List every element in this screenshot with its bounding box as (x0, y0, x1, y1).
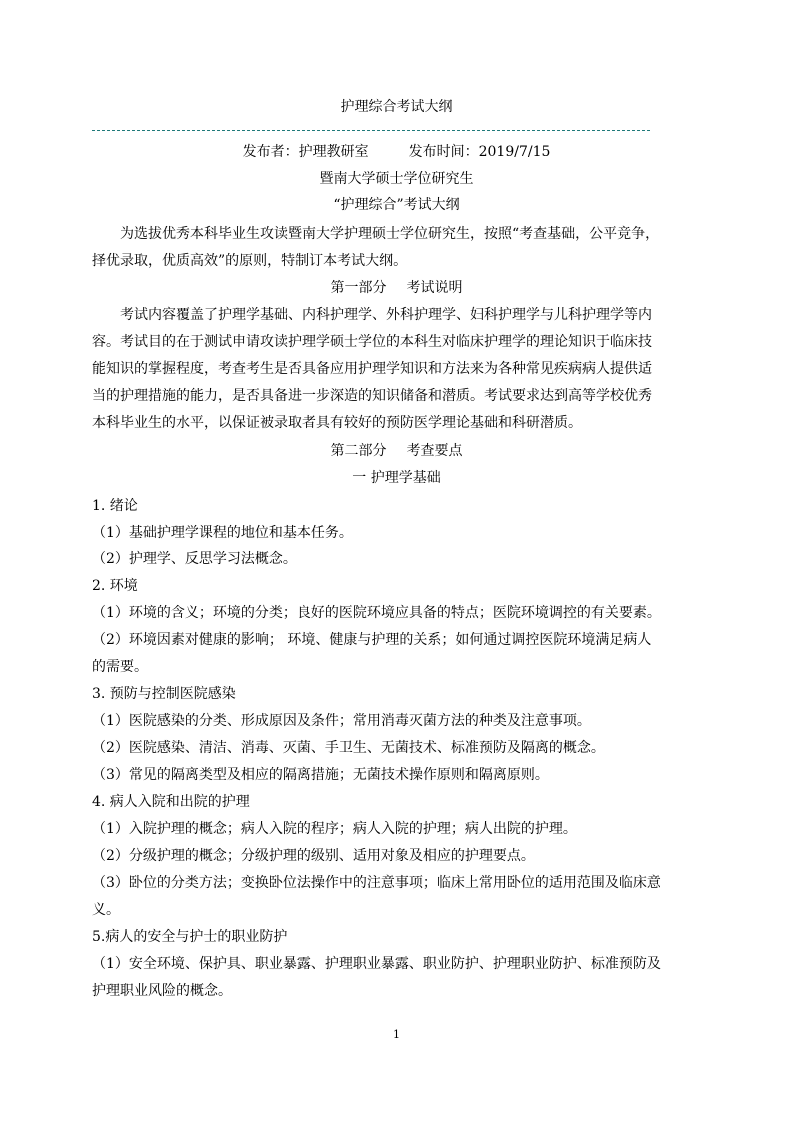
part2-number: 第二部分 (330, 443, 387, 459)
part1-paragraph-line: 能知识的掌握程度，考查考生是否具备应用护理学知识和方法来为各种常见疾病病人提供适 (92, 361, 652, 377)
outline-item: （1）基础护理学课程的地位和基本任务。 (92, 525, 353, 541)
part2-title: 考查要点 (406, 443, 463, 459)
publish-info (0, 142, 793, 162)
part1-heading (0, 278, 793, 298)
outline-item: 5.病人的安全与护士的职业防护 (92, 929, 288, 945)
outline-item: （1）医院感染的分类、形成原因及条件；常用消毒灭菌方法的种类及注意事项。 (92, 713, 591, 729)
publish-time: 发布时间：2019/7/15 (408, 144, 551, 160)
outline-item: 的需要。 (92, 659, 148, 675)
intro-paragraph-line: 为选拔优秀本科毕业生攻读暨南大学护理硕士学位研究生，按照“考查基础，公平竞争， (120, 226, 660, 242)
outline-item: 2. 环境 (92, 578, 138, 594)
intro-paragraph-line: 择优录取，优质高效”的原则，特制订本考试大纲。 (92, 253, 408, 269)
outline-item: 护理职业风险的概念。 (92, 983, 232, 999)
part1-number: 第一部分 (330, 280, 387, 296)
outline-item: （1）入院护理的概念；病人入院的程序；病人入院的护理；病人出院的护理。 (92, 821, 577, 837)
header-dashed-divider (92, 130, 650, 131)
page-number: 1 (393, 1028, 400, 1041)
outline-item: （1）安全环境、保护具、职业暴露、护理职业暴露、职业防护、护理职业防护、标准预防及 (92, 956, 661, 972)
publisher: 发布者：护理教研室 (242, 144, 369, 160)
outline-item: （2）分级护理的概念；分级护理的级别、适用对象及相应的护理要点。 (92, 848, 535, 864)
outline-item: （3）卧位的分类方法；变换卧位法操作中的注意事项；临床上常用卧位的适用范围及临床意 (92, 875, 661, 891)
part1-paragraph-line: 当的护理措施的能力，是否具备进一步深造的知识储备和潜质。考试要求达到高等学校优秀 (92, 388, 652, 404)
part1-paragraph-line: 容。考试目的在于测试申请攻读护理学硕士学位的本科生对临床护理学的理论知识于临床技 (92, 334, 652, 350)
outline-item: （2）医院感染、清洁、消毒、灭菌、手卫生、无菌技术、标准预防及隔离的概念。 (92, 740, 605, 756)
outline-item: 3. 预防与控制医院感染 (92, 686, 236, 702)
document-subtitle: “护理综合”考试大纲 (333, 197, 460, 213)
outline-item: 1. 绪论 (92, 498, 138, 514)
part1-paragraph-line: 考试内容覆盖了护理学基础、内科护理学、外科护理学、妇科护理学与儿科护理学等内 (120, 307, 652, 323)
document-title: 护理综合考试大纲 (340, 99, 453, 115)
part2-heading (0, 441, 793, 461)
part1-paragraph-line: 本科毕业生的水平，以保证被录取者具有较好的预防医学理论基础和科研潜质。 (92, 415, 582, 431)
outline-item: （3）常见的隔离类型及相应的隔离措施；无菌技术操作原则和隔离原则。 (92, 767, 549, 783)
outline-item: （1）环境的含义；环境的分类；良好的医院环境应具备的特点；医院环境调控的有关要素。 (92, 605, 661, 621)
university-line: 暨南大学硕士学位研究生 (319, 171, 474, 187)
outline-item: 义。 (92, 902, 120, 918)
outline-item: 4. 病人入院和出院的护理 (92, 794, 250, 810)
section1-heading: 一 护理学基础 (352, 470, 441, 486)
outline-item: （2）环境因素对健康的影响； 环境、健康与护理的关系；如何通过调控医院环境满足病人 (92, 632, 652, 648)
outline-item: （2）护理学、反思学习法概念。 (92, 551, 297, 567)
part1-title: 考试说明 (406, 280, 463, 296)
